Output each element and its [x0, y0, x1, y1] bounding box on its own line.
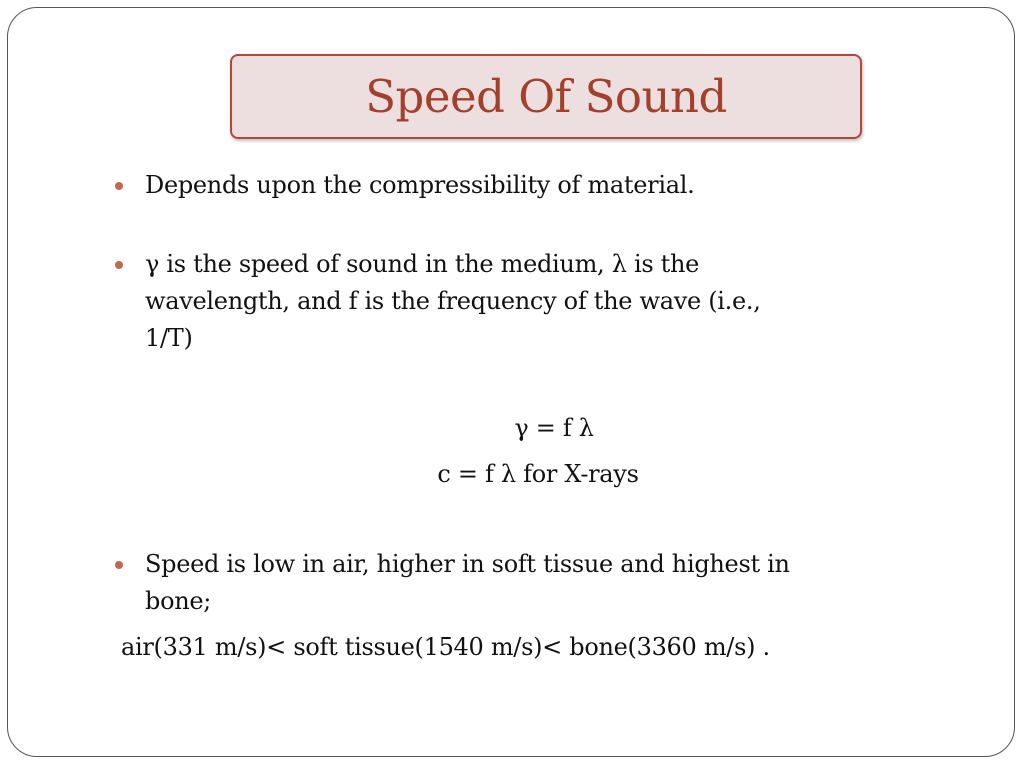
- bullet-2-line-3: 1/T): [145, 324, 193, 352]
- bullet-icon: [115, 182, 123, 190]
- bullet-2-line-1: γ is the speed of sound in the medium, λ is the: [145, 250, 700, 278]
- equation-gamma: γ = f λ: [514, 414, 594, 442]
- bullet-1-text: Depends upon the compressibility of material.: [145, 171, 695, 199]
- slide-title: Speed Of Sound: [365, 70, 727, 123]
- title-box: [230, 54, 862, 139]
- speed-comparison: air(331 m/s)< soft tissue(1540 m/s)< bone(3360 m/s) .: [121, 633, 770, 661]
- bullet-2-line-2: wavelength, and f is the frequency of the wave (i.e.,: [145, 287, 761, 315]
- equation-x-rays: c = f λ for X-rays: [437, 460, 639, 488]
- bullet-icon: [115, 261, 123, 269]
- bullet-icon: [115, 561, 123, 569]
- bullet-3-line-2: bone;: [145, 587, 212, 615]
- bullet-3-line-1: Speed is low in air, higher in soft tissue and highest in: [145, 550, 790, 578]
